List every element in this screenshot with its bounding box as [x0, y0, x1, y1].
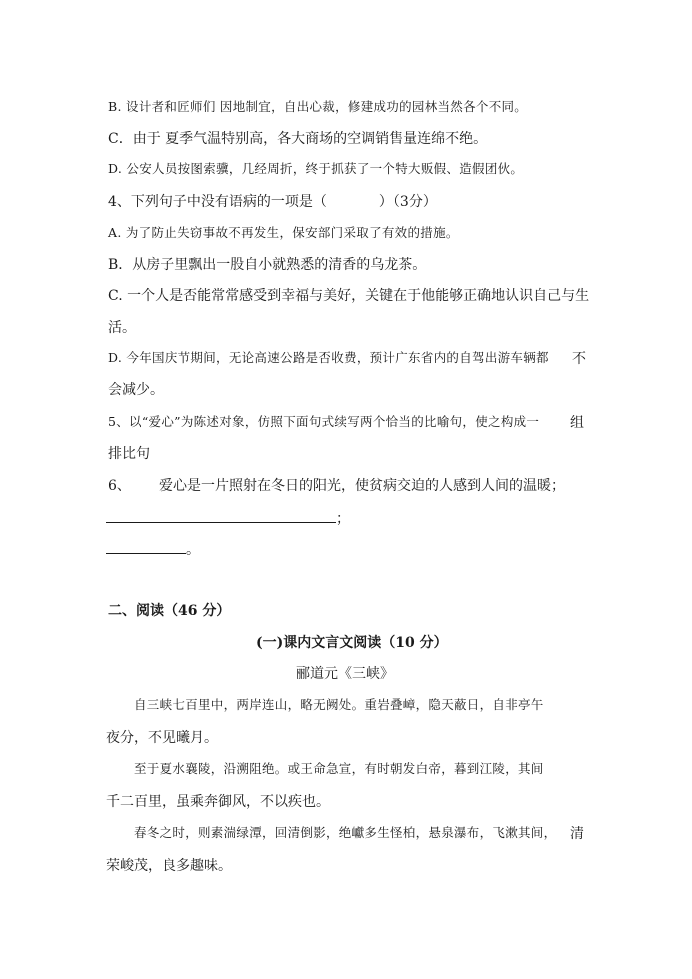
passage-source: 郦道元《三峡》 [296, 666, 394, 682]
passage-p3-line2: 荣峻茂，良多趣味。 [106, 858, 232, 874]
passage-p3-line1-tail: 清 [570, 826, 584, 842]
section-2-subheading: (一)课内文言文阅读（10 分） [256, 635, 448, 651]
q5-example-sentence: 爱心是一片照射在冬日的阳光，使贫病交迫的人感到人间的温暖； [159, 478, 565, 494]
q4-option-b: B．从房子里飘出一股自小就熟悉的清香的乌龙茶。 [108, 257, 427, 273]
answer-blank-1[interactable] [106, 510, 336, 523]
q5-line2: 排比句 [108, 446, 150, 462]
q3-option-d: D. 公安人员按图索骥，几经周折，终于抓获了一个特大贩假、造假团伙。 [108, 161, 524, 176]
q5-answer-line-2 [106, 541, 200, 557]
passage-p2-line2: 千二百里，虽乘奔御风，不以疾也。 [106, 794, 330, 810]
q4-option-d-line1-tail: 不 [572, 351, 586, 367]
q4-option-c-line2: 活。 [108, 320, 136, 336]
q4-option-c-line1: C. 一个人是否能常常感受到幸福与美好，关键在于他能够正确地认识自己与生 [108, 288, 590, 304]
q5-line1: 5、以“爱心”为陈述对象，仿照下面句式续写两个恰当的比喻句，使之构成一 [108, 414, 540, 429]
q4-option-a: A. 为了防止失窃事故不再发生，保安部门采取了有效的措施。 [108, 225, 459, 240]
blank-1-punctuation: ； [336, 511, 350, 527]
q3-option-b: B. 设计者和匠师们 因地制宜，自出心裁，修建成功的园林当然各个不同。 [108, 99, 528, 114]
passage-p2-line1: 至于夏水襄陵，沿溯阻绝。或王命急宣，有时朝发白帝，暮到江陵，其间 [134, 761, 544, 776]
q4-option-d-line2: 会减少。 [108, 382, 164, 398]
q5-answer-line-1 [106, 510, 350, 526]
section-2-heading: 二、阅读（46 分） [108, 603, 231, 619]
q4-option-d-line1: D. 今年国庆节期间，无论高速公路是否收费，预计广东省内的自驾出游车辆都 [108, 350, 549, 365]
q5-line1-tail: 组 [570, 415, 584, 431]
answer-blank-2[interactable] [106, 541, 186, 554]
q4-stem-right: ）（3分） [378, 194, 437, 210]
q4-stem-left: 4、下列句子中没有语病的一项是（ [108, 194, 327, 210]
q3-option-c: C．由于 夏季气温特别高，各大商场的空调销售量连绵不绝。 [108, 131, 488, 147]
blank-2-punctuation: 。 [186, 542, 200, 558]
passage-p1-line2: 夜分，不见曦月。 [106, 730, 218, 746]
q4-stem [108, 195, 437, 209]
passage-p3-line1: 春冬之时，则素湍绿潭，回清倒影，绝巘多生怪柏，悬泉瀑布，飞漱其间， [134, 825, 557, 840]
q5-example-number: 6、 [108, 478, 131, 494]
passage-p1-line1: 自三峡七百里中，两岸连山，略无阙处。重岩叠嶂，隐天蔽日，自非亭午 [134, 697, 544, 712]
